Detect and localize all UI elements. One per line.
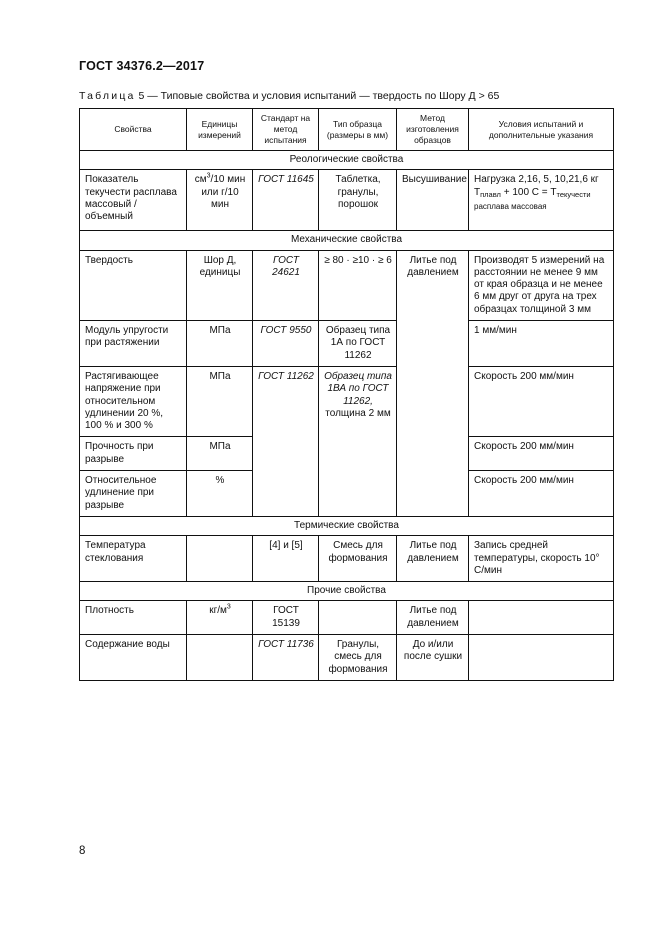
tensile-property: Растягивающее напряжение при относительном удлинении 20 %, 100 % и 300 % bbox=[80, 366, 187, 436]
modulus-standard: ГОСТ 9550 bbox=[253, 321, 319, 367]
modulus-units: МПа bbox=[187, 321, 253, 367]
tensile-standard: ГОСТ 11262 bbox=[253, 366, 319, 516]
density-units bbox=[187, 601, 253, 635]
section-row bbox=[80, 582, 614, 601]
page-number: 8 bbox=[79, 845, 86, 857]
section-row bbox=[80, 231, 614, 250]
table-header-row bbox=[80, 109, 614, 151]
break-strength-units: МПа bbox=[187, 437, 253, 471]
melt-flow-cond-mid: + 100 С = Т bbox=[500, 186, 557, 198]
hardness-units: Шор Д, единицы bbox=[187, 250, 253, 320]
density-conditions bbox=[469, 601, 614, 635]
modulus-property: Модуль упругости при растяжении bbox=[80, 321, 187, 367]
water-specimen: Гранулы, смесь для формования bbox=[319, 635, 397, 681]
table-row bbox=[80, 536, 614, 582]
tensile-units: МПа bbox=[187, 366, 253, 436]
density-units-sup: 3 bbox=[226, 604, 231, 612]
melt-flow-cond-t-sub: плавл bbox=[480, 189, 501, 199]
water-conditions bbox=[469, 635, 614, 681]
section-row bbox=[80, 516, 614, 535]
break-strength-conditions: Скорость 200 мм/мин bbox=[469, 437, 614, 471]
glass-transition-property: Температура стеклования bbox=[80, 536, 187, 582]
section-rheological: Реологические свойства bbox=[80, 151, 614, 170]
table-caption bbox=[79, 90, 499, 102]
glass-transition-standard: [4] и [5] bbox=[253, 536, 319, 582]
section-row bbox=[80, 151, 614, 170]
mechanical-method: Литье под давлением bbox=[397, 250, 469, 516]
elongation-units: % bbox=[187, 471, 253, 517]
melt-flow-units-a: см bbox=[194, 174, 207, 186]
table-caption-label: Таблица bbox=[79, 90, 136, 102]
water-standard: ГОСТ 11736 bbox=[253, 635, 319, 681]
density-standard: ГОСТ 15139 bbox=[253, 601, 319, 635]
melt-flow-cond-t: Т bbox=[474, 186, 481, 198]
glass-transition-conditions: Запись средней температуры, скорость 10° С/мин bbox=[469, 536, 614, 582]
table-row bbox=[80, 321, 614, 367]
elongation-conditions: Скорость 200 мм/мин bbox=[469, 471, 614, 517]
melt-flow-cond-line1: Нагрузка 2,16, 5, 10,21,6 кг bbox=[474, 174, 599, 186]
header-units: Единицы измерений bbox=[187, 109, 253, 151]
melt-flow-cond-tail: расплава массовая bbox=[474, 201, 547, 211]
table-row bbox=[80, 250, 614, 320]
table-row bbox=[80, 635, 614, 681]
melt-flow-conditions bbox=[469, 170, 614, 231]
melt-flow-cond-line2 bbox=[474, 187, 609, 201]
header-specimen: Тип образца (размеры в мм) bbox=[319, 109, 397, 151]
section-mechanical: Механические свойства bbox=[80, 231, 614, 250]
melt-flow-units-sup: 3 bbox=[206, 172, 211, 180]
water-property: Содержание воды bbox=[80, 635, 187, 681]
header-method: Метод изготовления образцов bbox=[397, 109, 469, 151]
glass-transition-specimen: Смесь для формования bbox=[319, 536, 397, 582]
glass-transition-units bbox=[187, 536, 253, 582]
hardness-property: Твердость bbox=[80, 250, 187, 320]
melt-flow-method: Высушивание bbox=[397, 170, 469, 231]
melt-flow-specimen: Таблетка, гранулы, порошок bbox=[319, 170, 397, 231]
modulus-specimen: Образец типа 1А по ГОСТ 11262 bbox=[319, 321, 397, 367]
water-units bbox=[187, 635, 253, 681]
section-other: Прочие свойства bbox=[80, 582, 614, 601]
hardness-standard: ГОСТ 24621 bbox=[253, 250, 319, 320]
properties-table bbox=[79, 108, 614, 681]
tensile-specimen-tail: толщина 2 мм bbox=[325, 407, 391, 419]
glass-transition-method: Литье под давлением bbox=[397, 536, 469, 582]
section-thermal: Термические свойства bbox=[80, 516, 614, 535]
density-units-a: кг/м bbox=[209, 605, 227, 617]
table-caption-text: 5 — Типовые свойства и условия испытаний — твердость по Шору Д > 65 bbox=[135, 90, 500, 102]
tensile-conditions: Скорость 200 мм/мин bbox=[469, 366, 614, 436]
tensile-specimen-italic: Образец типа 1ВА по ГОСТ 11262, bbox=[324, 370, 392, 407]
modulus-conditions: 1 мм/мин bbox=[469, 321, 614, 367]
melt-flow-cond-t2-sub: текучести bbox=[556, 189, 591, 199]
header-property: Свойства bbox=[80, 109, 187, 151]
table-row bbox=[80, 366, 614, 436]
table-row bbox=[80, 601, 614, 635]
melt-flow-units bbox=[187, 170, 253, 231]
density-property: Плотность bbox=[80, 601, 187, 635]
water-method: До и/или после сушки bbox=[397, 635, 469, 681]
elongation-property: Относительное удлинение при разрыве bbox=[80, 471, 187, 517]
melt-flow-units-b: /10 мин или г/10 мин bbox=[201, 174, 246, 210]
break-strength-property: Прочность при разрыве bbox=[80, 437, 187, 471]
table-row bbox=[80, 170, 614, 231]
document-code: ГОСТ 34376.2—2017 bbox=[79, 59, 205, 73]
melt-flow-property: Показатель текучести расплава массовый /объемный bbox=[80, 170, 187, 231]
header-conditions: Условия испытаний и дополнительные указания bbox=[469, 109, 614, 151]
hardness-specimen: ≥ 80 · ≥10 · ≥ 6 bbox=[319, 250, 397, 320]
density-specimen bbox=[319, 601, 397, 635]
tensile-specimen bbox=[319, 366, 397, 516]
hardness-conditions: Производят 5 измерений на расстоянии не менее 9 мм от края образца и не менее 6 мм друг от друга на трех образцах толщиной 3 мм bbox=[469, 250, 614, 320]
melt-flow-standard: ГОСТ 11645 bbox=[253, 170, 319, 231]
header-standard: Стандарт на метод испытания bbox=[253, 109, 319, 151]
density-method: Литье под давлением bbox=[397, 601, 469, 635]
